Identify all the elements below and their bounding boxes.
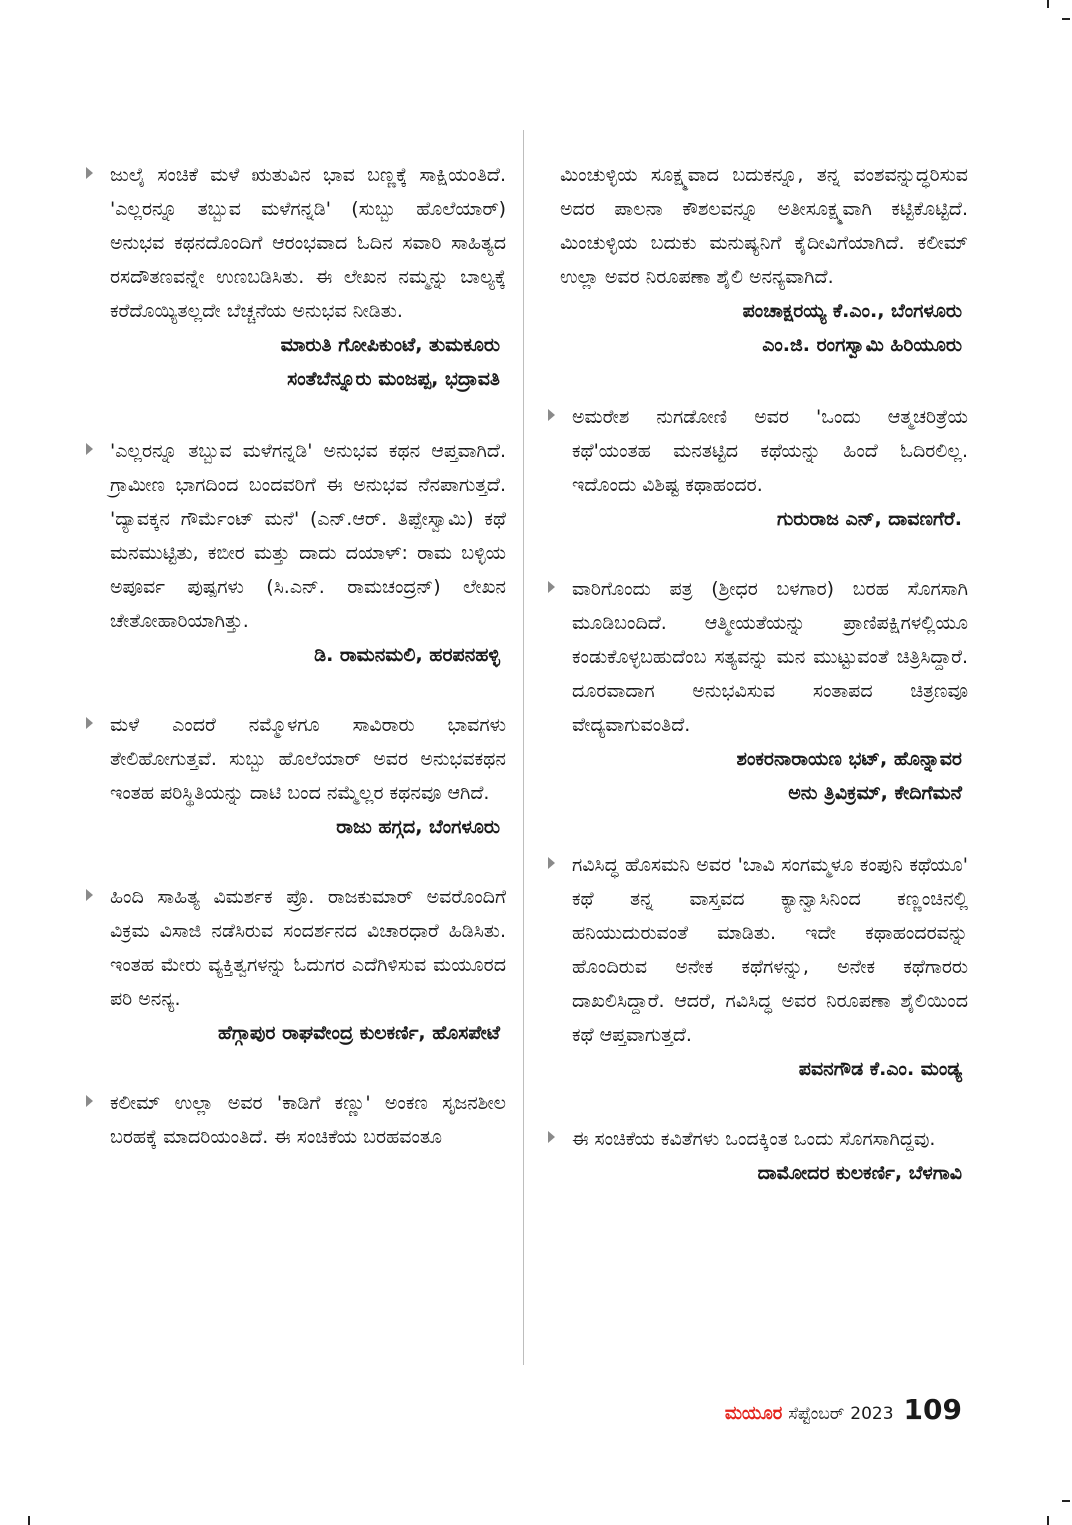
letter [86, 158, 506, 396]
crop-mark-right-top [1062, 18, 1070, 20]
letter-signature: ಮಾರುತಿ ಗೋಪಿಕುಂಟೆ, ತುಮಕೂರು [280, 334, 500, 356]
letter-signature: ಗುರುರಾಜ ಎನ್, ದಾವಣಗೆರೆ. [776, 508, 962, 530]
letter [86, 1086, 506, 1154]
bullet-arrow-icon [86, 717, 93, 729]
letter-continuation [548, 158, 968, 362]
letter-signature: ಹೆಗ್ಗಾಪುರ ರಾಘವೇಂದ್ರ ಕುಲಕರ್ಣಿ, ಹೊಸಪೇಟೆ [217, 1022, 500, 1044]
bullet-arrow-icon [86, 443, 93, 455]
letter-text: ಮಿಂಚುಳ್ಳಿಯ ಸೂಕ್ಷ್ಮವಾದ ಬದುಕನ್ನೂ, ತನ್ನ ವಂಶವನ್ನುದ್ಧರಿಸುವ ಅದರ ಪಾಲನಾ ಕೌಶಲವನ್ನೂ ಅತೀಸೂಕ್ಷ್ಮವಾಗಿ ಕಟ್ಟಿಕೊಟ್ಟಿದೆ. ಮಿಂಚುಳ್ಳಿಯ ಬದುಕು ಮನುಷ್ಯನಿಗೆ ಕೈದೀವಿಗೆಯಾಗಿದೆ. ಕಲೀಮ್ ಉಲ್ಲಾ ಅವರ ನಿರೂಪಣಾ ಶೈಲಿ ಅನನ್ಯವಾಗಿದೆ. [560, 164, 968, 288]
letter [548, 572, 968, 810]
letter-signature: ದಾಮೋದರ ಕುಲಕರ್ಣಿ, ಬೆಳಗಾವಿ [757, 1162, 962, 1184]
letter-signature: ಎಂ.ಜಿ. ರಂಗಸ್ವಾಮಿ ಹಿರಿಯೂರು [762, 334, 962, 356]
crop-mark-right-bottom [1062, 1500, 1070, 1502]
right-column [548, 158, 968, 1190]
letter-text: ಕಲೀಮ್ ಉಲ್ಲಾ ಅವರ 'ಕಾಡಿಗೆ ಕಣ್ಣು' ಅಂಕಣ ಸೃಜನಶೀಲ ಬರಹಕ್ಕೆ ಮಾದರಿಯಂತಿದೆ. ಈ ಸಂಚಿಕೆಯ ಬರಹವಂತೂ [110, 1092, 506, 1148]
letter [86, 434, 506, 672]
letter [548, 1122, 968, 1190]
letter-text: ವಾರಿಗೊಂದು ಪತ್ರ (ಶ್ರೀಧರ ಬಳಗಾರ) ಬರಹ ಸೊಗಸಾಗಿ ಮೂಡಿಬಂದಿದೆ. ಆತ್ಮೀಯತೆಯನ್ನು ಪ್ರಾಣಿಪಕ್ಷಿಗಳಲ್ಲಿಯೂ ಕಂಡುಕೊಳ್ಳಬಹುದೆಂಬ ಸತ್ಯವನ್ನು ಮನ ಮುಟ್ಟುವಂತೆ ಚಿತ್ರಿಸಿದ್ದಾರೆ. ದೂರವಾದಾಗ ಅನುಭವಿಸುವ ಸಂತಾಪದ ಚಿತ್ರಣವೂ ವೇದ್ಯವಾಗುವಂತಿದೆ. [572, 578, 968, 736]
letter [86, 708, 506, 844]
letter-text: 'ಎಲ್ಲರನ್ನೂ ತಬ್ಬುವ ಮಳೆಗನ್ನಡಿ' ಅನುಭವ ಕಥನ ಆಪ್ತವಾಗಿದೆ. ಗ್ರಾಮೀಣ ಭಾಗದಿಂದ ಬಂದವರಿಗೆ ಈ ಅನುಭವ ನೆನಪಾಗುತ್ತದೆ. 'ದ್ಯಾವಕ್ಕನ ಗೌರ್ಮೆಂಟ್ ಮನೆ' (ಎನ್.ಆರ್. ತಿಪ್ಪೇಸ್ವಾಮಿ) ಕಥೆ ಮನಮುಟ್ಟಿತು, ಕಬೀರ ಮತ್ತು ದಾದು ದಯಾಳ್: ರಾಮ ಬಳ್ಳಿಯ ಅಪೂರ್ವ ಪುಷ್ಪಗಳು (ಸಿ.ಎನ್. ರಾಮಚಂದ್ರನ್) ಲೇಖನ ಚೇತೋಹಾರಿಯಾಗಿತ್ತು. [110, 440, 506, 632]
column-divider [523, 130, 524, 1365]
letter [86, 880, 506, 1050]
letter [548, 400, 968, 536]
letter-text: ಈ ಸಂಚಿಕೆಯ ಕವಿತೆಗಳು ಒಂದಕ್ಕಿಂತ ಒಂದು ಸೊಗಸಾಗಿದ್ದವು. [572, 1128, 936, 1150]
letter-signature: ಸಂತೆಬೆನ್ನೂರು ಮಂಜಪ್ಪ, ಭದ್ರಾವತಿ [287, 368, 500, 390]
letter-signature: ರಾಜು ಹಗ್ಗದ, ಬೆಂಗಳೂರು [336, 816, 500, 838]
issue-year: 2023 [850, 1404, 894, 1424]
letter-text: ಅಮರೇಶ ನುಗಡೋಣಿ ಅವರ 'ಒಂದು ಆತ್ಮಚರಿತ್ರೆಯ ಕಥೆ'ಯಂತಹ ಮನತಟ್ಟಿದ ಕಥೆಯನ್ನು ಹಿಂದೆ ಓದಿರಲಿಲ್ಲ. ಇದೊಂದು ವಿಶಿಷ್ಟ ಕಥಾಹಂದರ. [572, 406, 968, 496]
crop-mark-top-right [1047, 0, 1049, 8]
bullet-arrow-icon [86, 1095, 93, 1107]
letter-signature: ಶಂಕರನಾರಾಯಣ ಭಟ್, ಹೊನ್ನಾವರ [736, 748, 962, 770]
bullet-arrow-icon [548, 581, 555, 593]
bullet-arrow-icon [548, 857, 555, 869]
bullet-arrow-icon [86, 889, 93, 901]
page-footer [725, 1393, 962, 1426]
crop-mark-bottom-left [28, 1516, 30, 1525]
letter-text: ಗವಿಸಿದ್ಧ ಹೊಸಮನಿ ಅವರ 'ಬಾವಿ ಸಂಗಮ್ಮಳೂ ಕಂಪುನಿ ಕಥೆಯೂ' ಕಥೆ ತನ್ನ ವಾಸ್ತವದ ಕ್ಯಾನ್ವಾಸಿನಿಂದ ಕಣ್ಣಂಚಿನಲ್ಲಿ ಹನಿಯುದುರುವಂತೆ ಮಾಡಿತು. ಇದೇ ಕಥಾಹಂದರವನ್ನು ಹೊಂದಿರುವ ಅನೇಕ ಕಥೆಗಳನ್ನು, ಅನೇಕ ಕಥೆಗಾರರು ದಾಖಲಿಸಿದ್ದಾರೆ. ಆದರೆ, ಗವಿಸಿದ್ಧ ಅವರ ನಿರೂಪಣಾ ಶೈಲಿಯಿಂದ ಕಥೆ ಆಪ್ತವಾಗುತ್ತದೆ. [572, 854, 968, 1046]
crop-mark-bottom-right [1047, 1516, 1049, 1525]
letter-signature: ಪವನಗೌಡ ಕೆ.ಎಂ. ಮಂಡ್ಯ [798, 1058, 962, 1080]
bullet-arrow-icon [548, 409, 555, 421]
letter-text: ಹಿಂದಿ ಸಾಹಿತ್ಯ ವಿಮರ್ಶಕ ಪ್ರೊ. ರಾಜಕುಮಾರ್ ಅವರೊಂದಿಗೆ ವಿಕ್ರಮ ವಿಸಾಜಿ ನಡೆಸಿರುವ ಸಂದರ್ಶನದ ವಿಚಾರಧಾರೆ ಹಿಡಿಸಿತು. ಇಂತಹ ಮೇರು ವ್ಯಕ್ತಿತ್ವಗಳನ್ನು ಓದುಗರ ಎದೆಗಿಳಿಸುವ ಮಯೂರದ ಪರಿ ಅನನ್ಯ. [110, 886, 506, 1010]
magazine-logo: ಮಯೂರ [724, 1403, 783, 1424]
left-column [86, 158, 506, 1154]
letter-signature: ಡಿ. ರಾಮನಮಲಿ, ಹರಪನಹಳ್ಳಿ [314, 644, 500, 666]
letter-signature: ಪಂಚಾಕ್ಷರಯ್ಯ ಕೆ.ಎಂ., ಬೆಂಗಳೂರು [742, 300, 962, 322]
issue-month: ಸೆಪ್ಟೆಂಬರ್ [788, 1404, 845, 1424]
bullet-arrow-icon [548, 1131, 555, 1143]
letter [548, 848, 968, 1086]
letter-text: ಜುಲೈ ಸಂಚಿಕೆ ಮಳೆ ಋತುವಿನ ಭಾವ ಬಣ್ಣಕ್ಕೆ ಸಾಕ್ಷಿಯಂತಿದೆ. 'ಎಲ್ಲರನ್ನೂ ತಬ್ಬುವ ಮಳೆಗನ್ನಡಿ' (ಸುಬ್ಬು ಹೊಲೆಯಾರ್) ಅನುಭವ ಕಥನದೊಂದಿಗೆ ಆರಂಭವಾದ ಓದಿನ ಸವಾರಿ ಸಾಹಿತ್ಯದ ರಸದೌತಣವನ್ನೇ ಉಣಬಡಿಸಿತು. ಈ ಲೇಖನ ನಮ್ಮನ್ನು ಬಾಲ್ಯಕ್ಕೆ ಕರೆದೊಯ್ಯಿತಲ್ಲದೇ ಬೆಚ್ಚನೆಯ ಅನುಭವ ನೀಡಿತು. [110, 164, 506, 322]
letter-text: ಮಳೆ ಎಂದರೆ ನಮ್ಮೊಳಗೂ ಸಾವಿರಾರು ಭಾವಗಳು ತೇಲಿಹೋಗುತ್ತವೆ. ಸುಬ್ಬು ಹೊಲೆಯಾರ್ ಅವರ ಅನುಭವಕಥನ ಇಂತಹ ಪರಿಸ್ಥಿತಿಯನ್ನು ದಾಟಿ ಬಂದ ನಮ್ಮೆಲ್ಲರ ಕಥನವೂ ಆಗಿದೆ. [110, 714, 506, 804]
page-number: 109 [903, 1393, 962, 1426]
bullet-arrow-icon [86, 167, 93, 179]
letter-signature: ಅನು ತ್ರಿವಿಕ್ರಮ್, ಕೇದಿಗೆಮನೆ [788, 782, 962, 804]
